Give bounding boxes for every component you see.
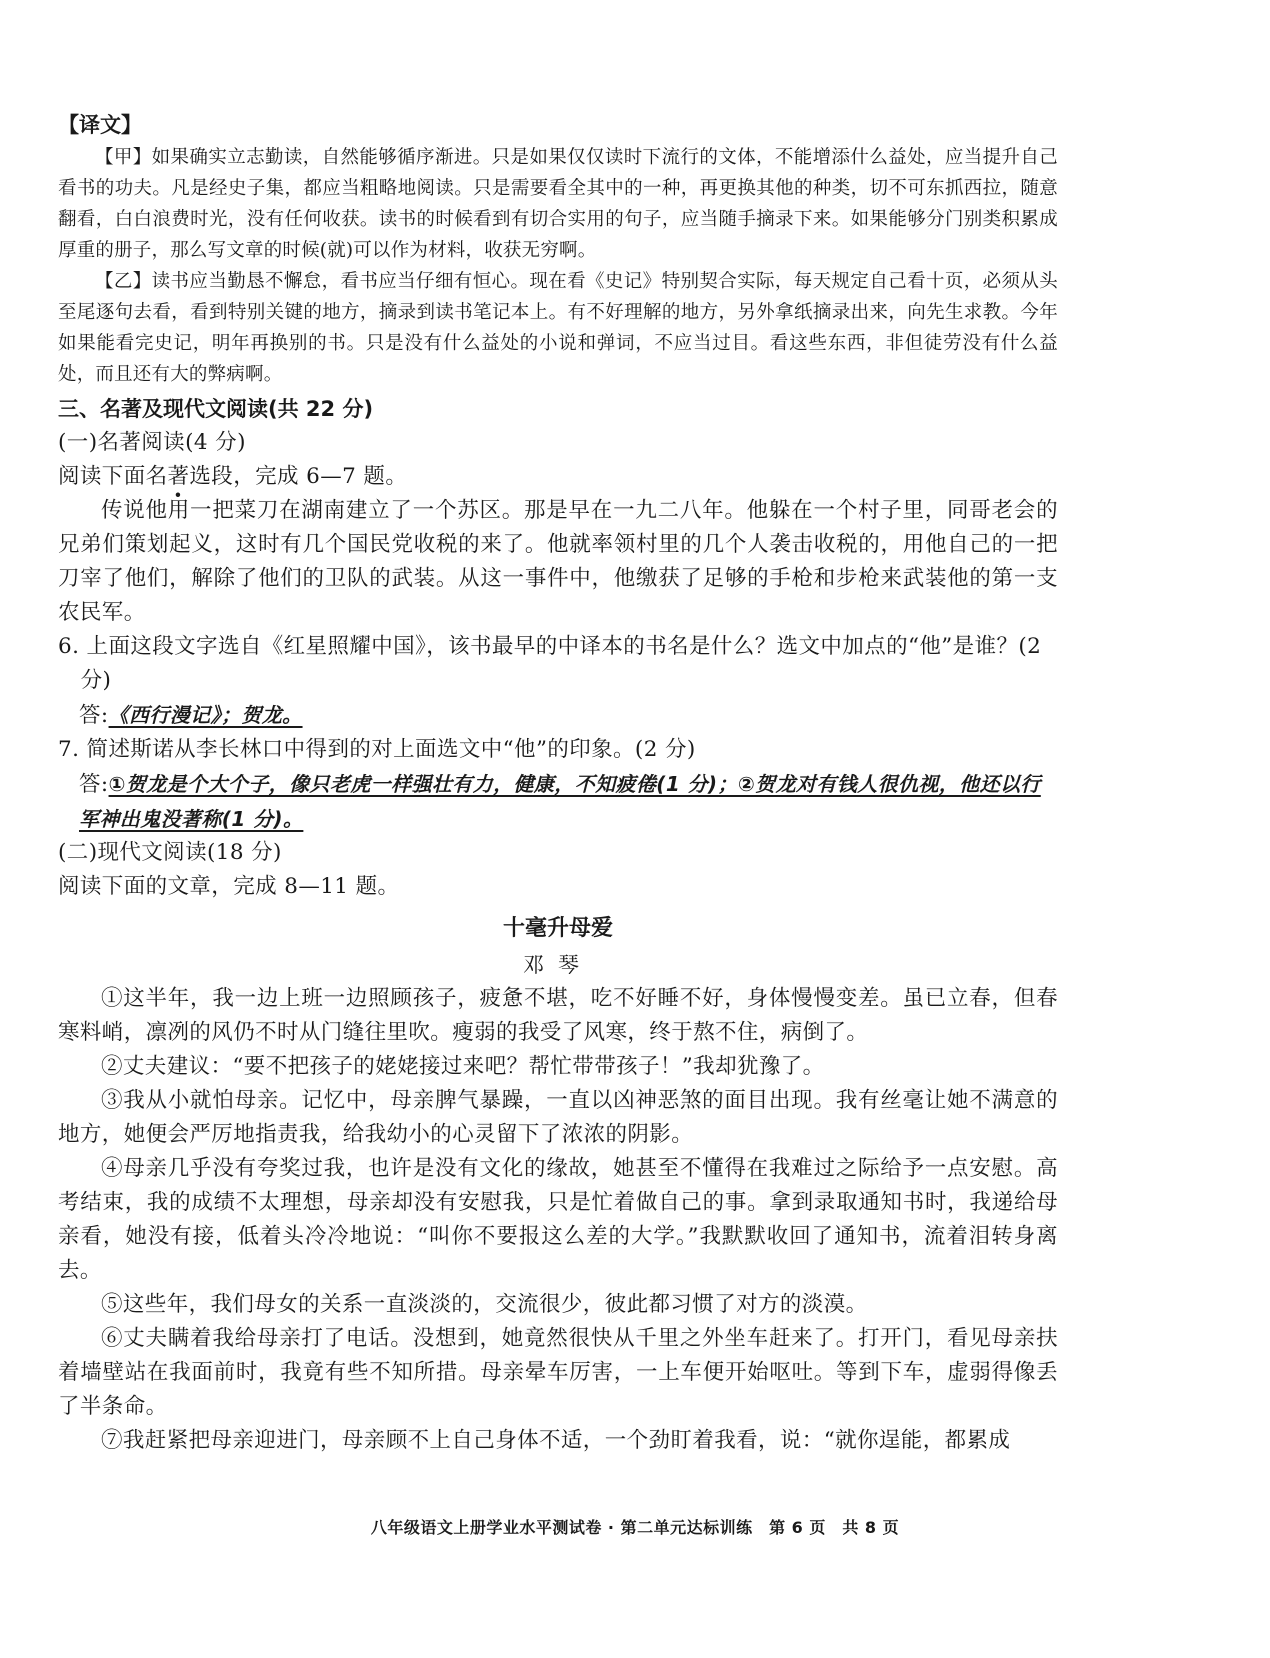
answer-6-text: 《西行漫记》；贺龙。 xyxy=(108,703,303,727)
article-title: 十毫升母爱 xyxy=(502,916,613,941)
translation-block xyxy=(58,142,1058,390)
part1-instruction: 阅读下面名著选段，完成 6—7 题。 xyxy=(58,464,408,489)
part2-instruction: 阅读下面的文章，完成 8—11 题。 xyxy=(58,874,400,899)
question-6: 6. 上面这段文字选自《红星照耀中国》，该书最早的中译本的书名是什么？选文中加点的“他”是谁？(2 分) xyxy=(58,634,1042,693)
article-paragraph: ④母亲几乎没有夸奖过我，也许是没有文化的缘故，她甚至不懂得在我难过之际给予一点安慰。高考结束，我的成绩不太理想，母亲却没有安慰我，只是忙着做自己的事。拿到录取通知书时，我递给母亲看，她没有接，低着头冷冷地说：“叫你不要报这么差的大学。”我默默收回了通知书，流着泪转身离去。 xyxy=(58,1156,1058,1283)
answer-6 xyxy=(58,698,1058,733)
article-paragraph: ②丈夫建议：“要不把孩子的姥姥接过来吧？帮忙带带孩子！”我却犹豫了。 xyxy=(101,1054,825,1079)
part1-heading: (一)名著阅读(4 分) xyxy=(58,430,246,455)
excerpt-text-start: 传说 xyxy=(101,498,146,523)
page-footer: 八年级语文上册学业水平测试卷 · 第二单元达标训练 第 6 页 共 8 页 xyxy=(370,1518,900,1537)
classic-reading xyxy=(58,426,1058,904)
answer-7-text: ①贺龙是个大个子，像只老虎一样强壮有力，健康，不知疲倦(1 分)；②贺龙对有钱人很仇视，他还以行军神出鬼没著称(1 分)。 xyxy=(79,772,1041,831)
article-paragraph: ③我从小就怕母亲。记忆中，母亲脾气暴躁，一直以凶神恶煞的面目出现。我有丝毫让她不满意的地方，她便会严厉地指责我，给我幼小的心灵留下了浓浓的阴影。 xyxy=(58,1088,1058,1147)
article-author: 邓琴 xyxy=(523,953,593,977)
document-page xyxy=(58,108,1058,1458)
translation-heading: 【译文】 xyxy=(58,113,142,137)
classic-excerpt xyxy=(58,494,1058,630)
answer-label: 答: xyxy=(79,772,109,797)
translation-jia: 【甲】如果确实立志勤读，自然能够循序渐进。只是如果仅仅读时下流行的文体，不能增添什么益处，应当提升自己看书的功夫。凡是经史子集，都应当粗略地阅读。只是需要看全其中的一种，再更换其他的种类，切不可东抓西拉，随意翻看，白白浪费时光，没有任何收获。读书的时候看到有切合实用的句子，应当随手摘录下来。如果能够分门别类积累成厚重的册子，那么写文章的时候(就)可以作为材料，收获无穷啊。 xyxy=(58,147,1058,261)
article-paragraph: ⑥丈夫瞒着我给母亲打了电话。没想到，她竟然很快从千里之外坐车赶来了。打开门，看见母亲扶着墙壁站在我面前时，我竟有些不知所措。母亲晕车厉害，一上车便开始呕吐。等到下车，虚弱得像丢了半条命。 xyxy=(58,1326,1058,1419)
article-body xyxy=(58,982,1058,1458)
part2-heading: (二)现代文阅读(18 分) xyxy=(58,840,282,865)
question-7: 7. 简述斯诺从李长林口中得到的对上面选文中“他”的印象。(2 分) xyxy=(58,737,696,762)
excerpt-text-rest: 用一把菜刀在湖南建立了一个苏区。那是早在一九二八年。他躲在一个村子里，同哥老会的兄弟们策划起义，这时有几个国民党收税的来了。他就率领村里的几个人袭击收税的，用他自己的一把刀宰了他们，解除了他们的卫队的武装。从这一事件中，他缴获了足够的手枪和步枪来武装他的第一支农民军。 xyxy=(58,498,1058,625)
translation-yi: 【乙】读书应当勤恳不懈怠，看书应当仔细有恒心。现在看《史记》特别契合实际，每天规定自己看十页，必须从头至尾逐句去看，看到特别关键的地方，摘录到读书笔记本上。有不好理解的地方，另外拿纸摘录出来，向先生求教。今年如果能看完史记，明年再换别的书。只是没有什么益处的小说和弹词，不应当过目。看这些东西，非但徒劳没有什么益处，而且还有大的弊病啊。 xyxy=(58,271,1058,385)
answer-7 xyxy=(58,767,1058,836)
section3-heading: 三、名著及现代文阅读(共 22 分) xyxy=(58,397,374,421)
dotted-character: 他 xyxy=(145,498,168,523)
article-paragraph: ⑤这些年，我们母女的关系一直淡淡的，交流很少，彼此都习惯了对方的淡漠。 xyxy=(101,1292,868,1317)
answer-label: 答: xyxy=(79,703,109,728)
article-paragraph: ①这半年，我一边上班一边照顾孩子，疲惫不堪，吃不好睡不好，身体慢慢变差。虽已立春，但春寒料峭，凛冽的风仍不时从门缝往里吹。瘦弱的我受了风寒，终于熬不住，病倒了。 xyxy=(58,986,1058,1045)
article-paragraph: ⑦我赶紧把母亲迎进门，母亲顾不上自己身体不适，一个劲盯着我看，说：“就你逞能，都累成 xyxy=(101,1428,1011,1453)
